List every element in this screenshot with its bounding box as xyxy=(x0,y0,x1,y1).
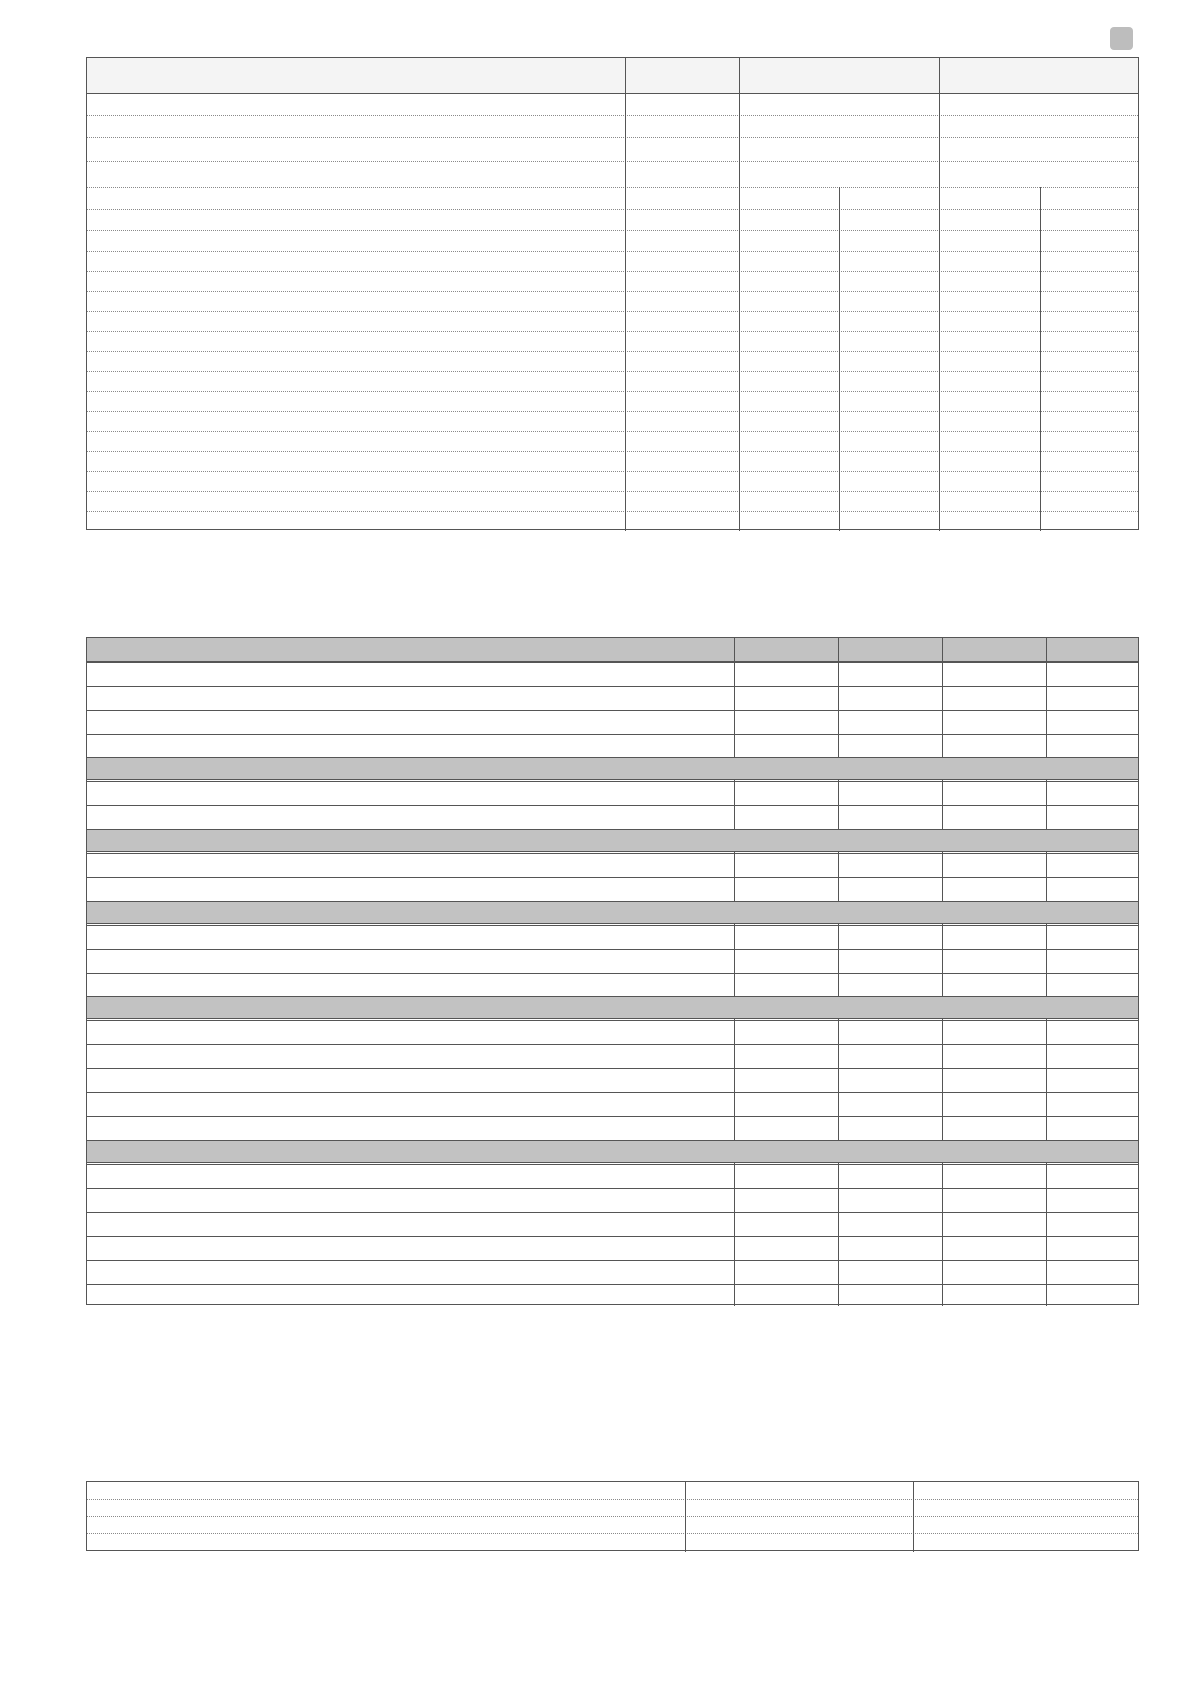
row-rule xyxy=(87,291,1138,292)
column-rule xyxy=(1046,638,1047,757)
column-rule xyxy=(734,1163,735,1306)
column-rule xyxy=(625,58,626,531)
column-rule xyxy=(1046,1163,1047,1306)
row-rule xyxy=(87,471,1138,472)
section-header-band xyxy=(87,1140,1138,1163)
row-rule xyxy=(87,271,1138,272)
column-rule xyxy=(734,924,735,996)
column-rule xyxy=(734,1019,735,1140)
row-rule xyxy=(87,371,1138,372)
row-rule xyxy=(87,1236,1138,1237)
table-1-header xyxy=(87,58,1138,94)
row-rule xyxy=(87,115,1138,116)
row-rule xyxy=(87,351,1138,352)
row-rule xyxy=(87,1212,1138,1213)
column-rule xyxy=(942,780,943,829)
row-rule xyxy=(87,311,1138,312)
subcolumn-rule xyxy=(1040,187,1041,531)
table-1 xyxy=(86,57,1139,530)
row-rule xyxy=(87,710,1138,711)
section-header-band xyxy=(87,901,1138,924)
subcolumn-rule xyxy=(839,187,840,531)
row-rule xyxy=(87,925,1138,926)
column-rule xyxy=(734,852,735,901)
table-3 xyxy=(86,1481,1139,1551)
row-rule xyxy=(87,161,1138,162)
row-rule xyxy=(87,1499,1138,1500)
row-rule xyxy=(87,734,1138,735)
row-rule xyxy=(87,1092,1138,1093)
row-rule xyxy=(87,877,1138,878)
row-rule xyxy=(87,1260,1138,1261)
row-rule xyxy=(87,1533,1138,1534)
row-rule xyxy=(87,491,1138,492)
row-rule xyxy=(87,1188,1138,1189)
row-rule xyxy=(87,137,1138,138)
row-rule xyxy=(87,662,1138,663)
row-rule xyxy=(87,209,1138,210)
row-rule xyxy=(87,251,1138,252)
column-rule xyxy=(1046,852,1047,901)
column-rule xyxy=(942,1163,943,1306)
column-rule xyxy=(838,780,839,829)
row-rule xyxy=(87,431,1138,432)
column-rule xyxy=(838,638,839,757)
column-rule xyxy=(939,58,940,531)
column-rule xyxy=(838,924,839,996)
row-rule xyxy=(87,511,1138,512)
column-rule xyxy=(913,1482,914,1552)
section-header-band xyxy=(87,829,1138,852)
row-rule xyxy=(87,1044,1138,1045)
row-rule xyxy=(87,1516,1138,1517)
table-2 xyxy=(86,637,1139,1305)
row-rule xyxy=(87,451,1138,452)
row-rule xyxy=(87,949,1138,950)
column-rule xyxy=(942,1019,943,1140)
row-rule xyxy=(87,1116,1138,1117)
column-rule xyxy=(1046,1019,1047,1140)
column-rule xyxy=(942,852,943,901)
row-rule xyxy=(87,230,1138,231)
page-number-badge xyxy=(1110,27,1133,50)
row-rule xyxy=(87,1284,1138,1285)
row-rule xyxy=(87,805,1138,806)
column-rule xyxy=(942,924,943,996)
row-rule xyxy=(87,1164,1138,1165)
table-2-header xyxy=(87,638,1138,662)
row-rule xyxy=(87,1068,1138,1069)
column-rule xyxy=(942,638,943,757)
column-rule xyxy=(838,1163,839,1306)
column-rule xyxy=(1046,780,1047,829)
row-rule xyxy=(87,411,1138,412)
row-rule xyxy=(87,331,1138,332)
column-rule xyxy=(685,1482,686,1552)
row-rule xyxy=(87,391,1138,392)
row-rule xyxy=(87,1020,1138,1021)
row-rule xyxy=(87,686,1138,687)
column-rule xyxy=(838,1019,839,1140)
column-rule xyxy=(734,638,735,757)
column-rule xyxy=(739,58,740,531)
row-rule xyxy=(87,853,1138,854)
column-rule xyxy=(734,780,735,829)
section-header-band xyxy=(87,757,1138,780)
column-rule xyxy=(838,852,839,901)
row-rule xyxy=(87,973,1138,974)
section-header-band xyxy=(87,996,1138,1019)
column-rule xyxy=(1046,924,1047,996)
row-rule xyxy=(87,187,1138,188)
row-rule xyxy=(87,781,1138,782)
